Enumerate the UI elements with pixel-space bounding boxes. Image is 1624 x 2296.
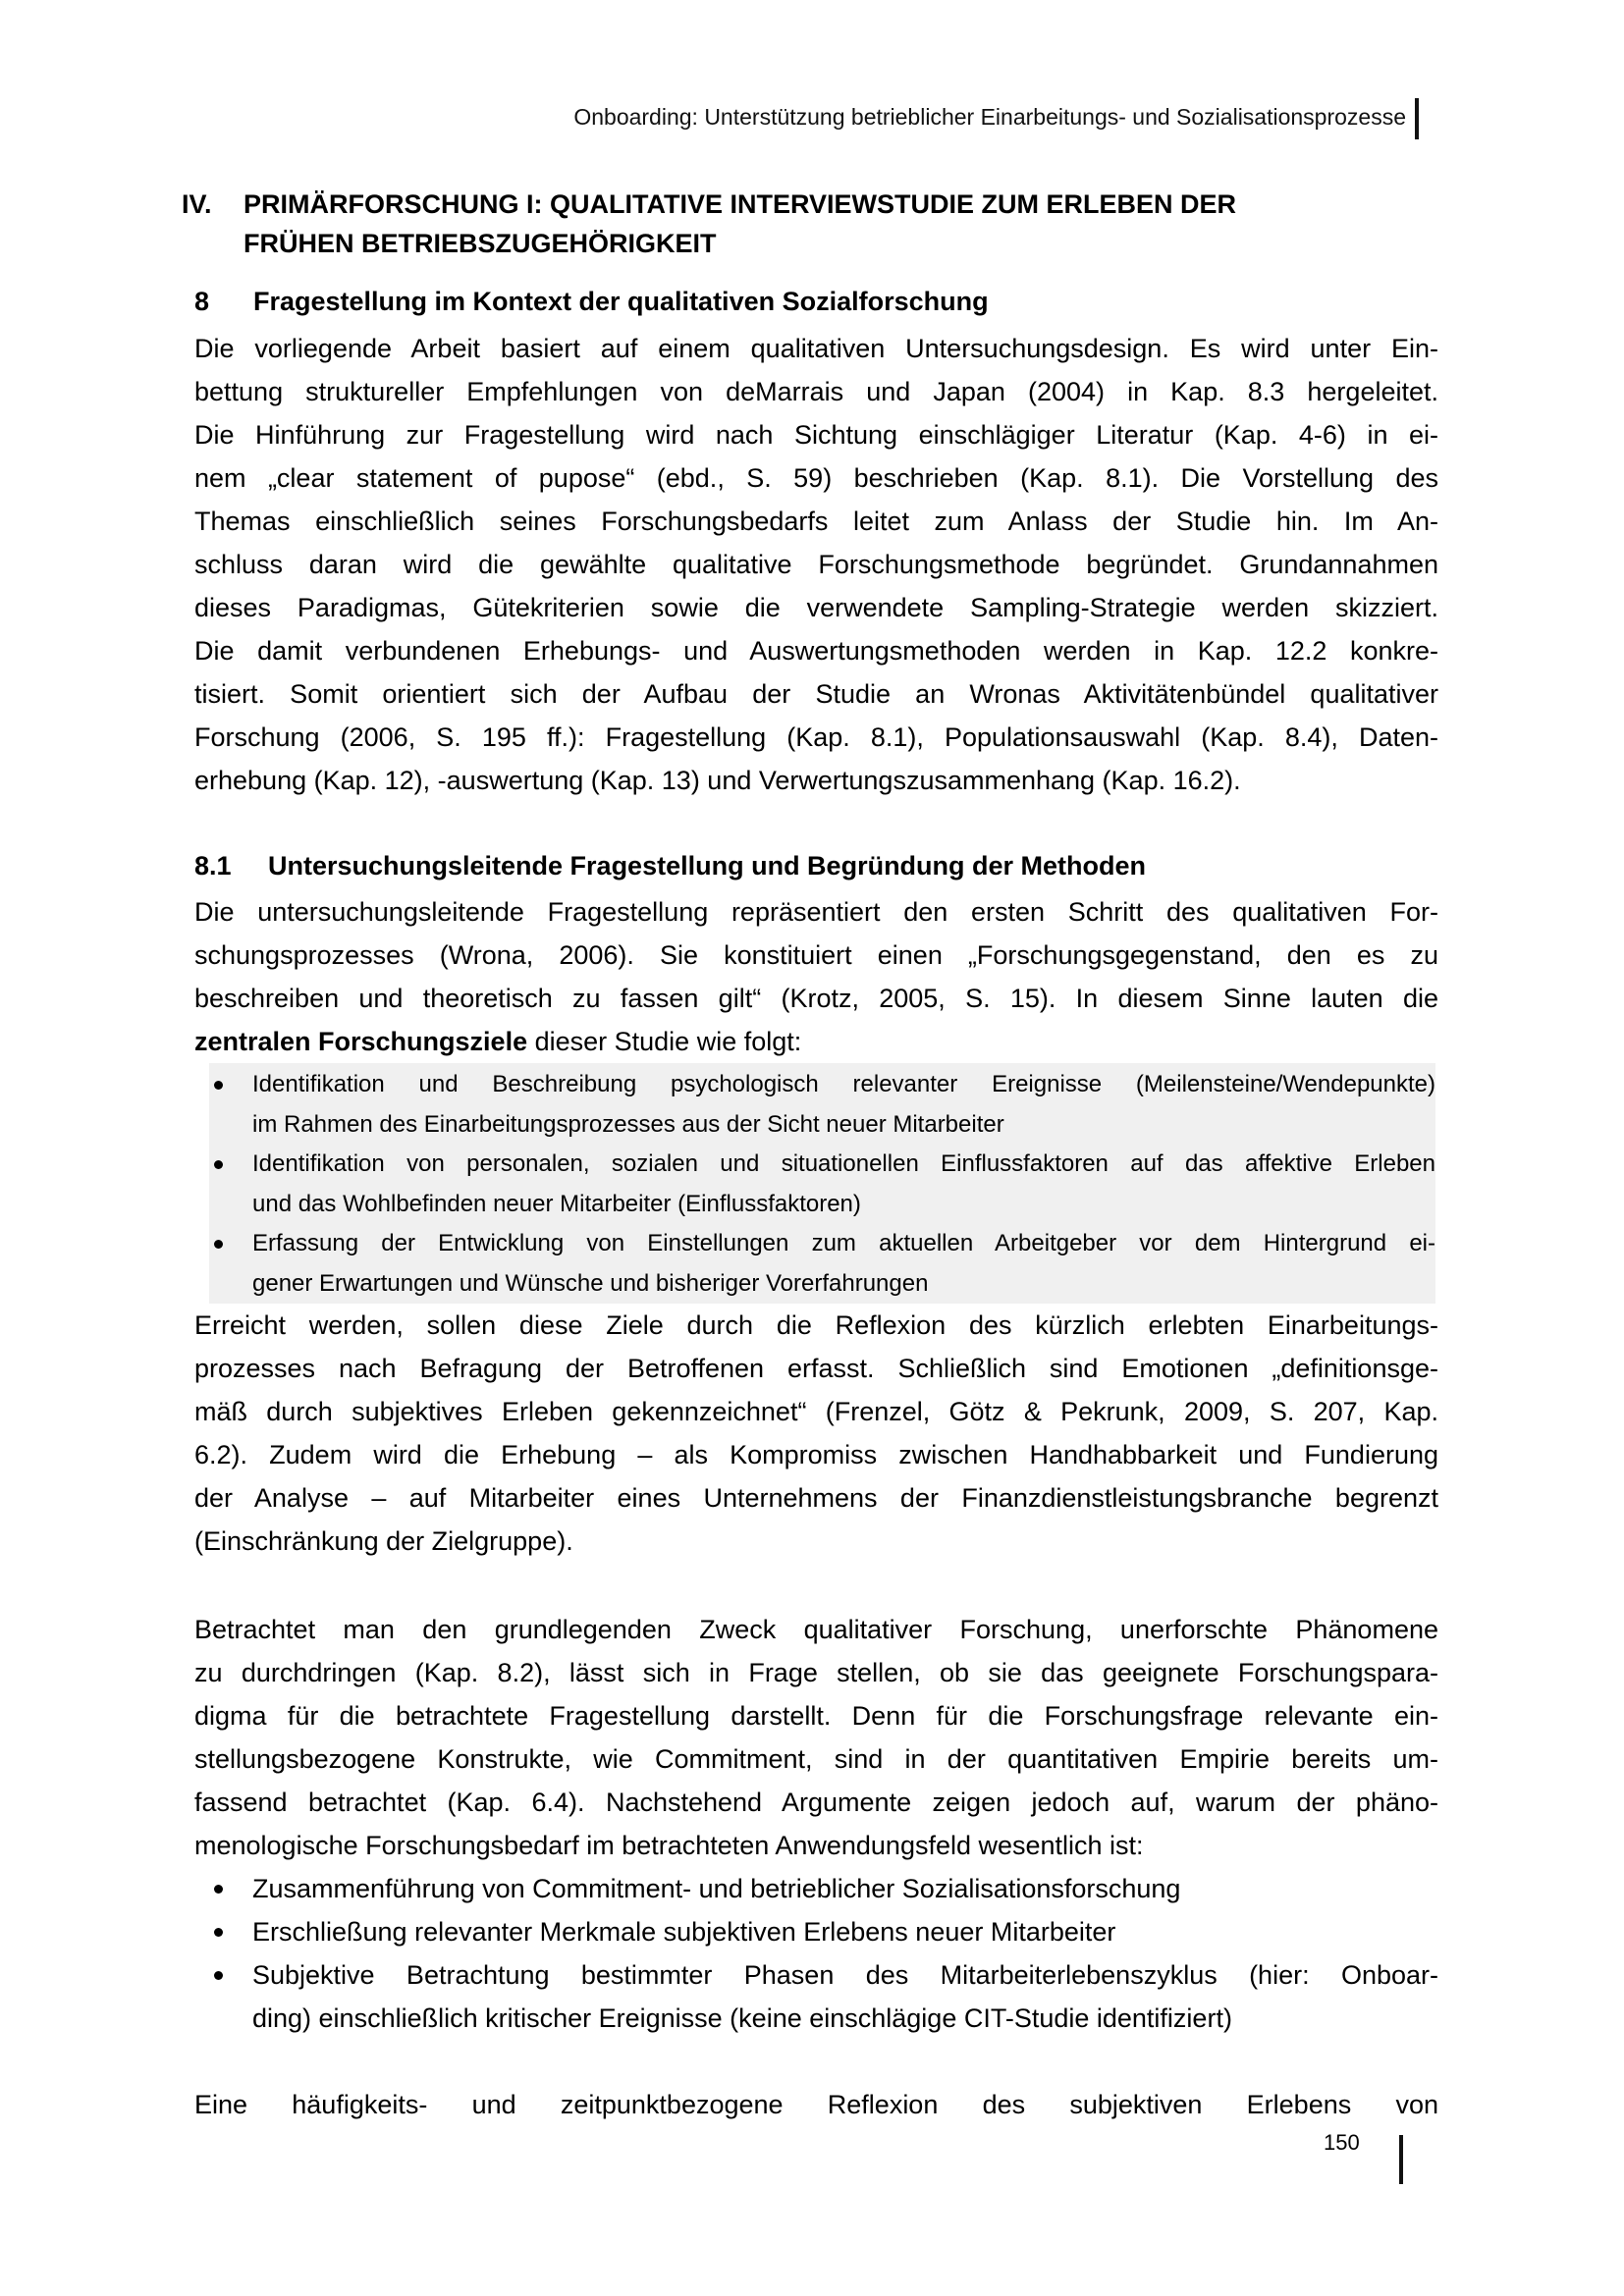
bullet-icon [214, 1971, 223, 1980]
text-line: Eine häufigkeits- und zeitpunktbezogene Reflexion des subjektiven Erlebens von [194, 2090, 1438, 2119]
text-line: zu durchdringen (Kap. 8.2), lässt sich in Frage stellen, ob sie das geeignete Forschungspara- [194, 1658, 1438, 1687]
text-fragment: dieser Studie wie folgt: [527, 1027, 802, 1056]
text-line: bettung struktureller Empfehlungen von deMarrais und Japan (2004) in Kap. 8.3 hergeleitet. [194, 377, 1438, 406]
part-number: IV. [182, 189, 212, 219]
text-line [194, 1024, 1438, 1059]
text-line: Erreicht werden, sollen diese Ziele durch die Reflexion des kürzlich erlebten Einarbeitungs- [194, 1310, 1438, 1340]
page-number: 150 [1324, 2130, 1360, 2155]
text-line: Betrachtet man den grundlegenden Zweck qualitativer Forschung, unerforschte Phänomene [194, 1615, 1438, 1644]
goal-item-line: und das Wohlbefinden neuer Mitarbeiter (Einflussfaktoren) [252, 1191, 861, 1217]
goal-item-line: Erfassung der Entwicklung von Einstellungen zum aktuellen Arbeitgeber vor dem Hintergrund ei- [252, 1230, 1435, 1256]
text-line: Forschung (2006, S. 195 ff.): Fragestellung (Kap. 8.1), Populationsauswahl (Kap. 8.4), Daten- [194, 722, 1438, 752]
text-line: Die untersuchungsleitende Fragestellung repräsentiert den ersten Schritt des qualitativen For- [194, 897, 1438, 927]
text-line: (Einschränkung der Zielgruppe). [194, 1526, 573, 1556]
goal-item-line: Identifikation von personalen, sozialen und situationellen Einflussfaktoren auf das affektive Erleben [252, 1150, 1435, 1177]
text-line: schluss daran wird die gewählte qualitative Forschungsmethode begründet. Grundannahmen [194, 550, 1438, 579]
text-line: beschreiben und theoretisch zu fassen gilt“ (Krotz, 2005, S. 15). In diesem Sinne lauten die [194, 984, 1438, 1013]
text-line: schungsprozesses (Wrona, 2006). Sie konstituiert einen „Forschungsgegenstand, den es zu [194, 940, 1438, 970]
text-line: erhebung (Kap. 12), -auswertung (Kap. 13) und Verwertungszusammenhang (Kap. 16.2). [194, 766, 1241, 795]
goal-item-line: Identifikation und Beschreibung psychologisch relevanter Ereignisse (Meilensteine/Wendepunkte) [252, 1071, 1435, 1097]
text-line: digma für die betrachtete Fragestellung darstellt. Denn für die Forschungsfrage relevante ein- [194, 1701, 1438, 1731]
text-line: der Analyse – auf Mitarbeiter eines Unternehmens der Finanzdienstleistungsbranche begrenzt [194, 1483, 1438, 1513]
footer-rule [1399, 2135, 1403, 2184]
section-number: 8 [194, 287, 210, 316]
argument-item-line: Zusammenführung von Commitment- und betrieblicher Sozialisationsforschung [252, 1874, 1181, 1903]
text-line: menologische Forschungsbedarf im betrachteten Anwendungsfeld wesentlich ist: [194, 1831, 1144, 1860]
argument-item-line: Erschließung relevanter Merkmale subjektiven Erlebens neuer Mitarbeiter [252, 1917, 1116, 1947]
bullet-icon [214, 1928, 223, 1937]
text-line: stellungsbezogene Konstrukte, wie Commitment, sind in der quantitativen Empirie bereits um- [194, 1744, 1438, 1774]
section-title: Fragestellung im Kontext der qualitativen Sozialforschung [253, 287, 989, 316]
bullet-icon [214, 1081, 223, 1090]
text-line: 6.2). Zudem wird die Erhebung – als Kompromiss zwischen Handhabbarkeit und Fundierung [194, 1440, 1438, 1469]
text-line: Die vorliegende Arbeit basiert auf einem qualitativen Untersuchungsdesign. Es wird unter Ein- [194, 334, 1438, 363]
text-line: fassend betrachtet (Kap. 6.4). Nachstehend Argumente zeigen jedoch auf, warum der phäno- [194, 1788, 1438, 1817]
part-title-line-1: PRIMÄRFORSCHUNG I: QUALITATIVE INTERVIEWSTUDIE ZUM ERLEBEN DER [244, 189, 1237, 219]
section-heading-8 [194, 287, 989, 317]
header-rule [1415, 98, 1419, 139]
bullet-icon [214, 1885, 223, 1894]
text-line: tisiert. Somit orientiert sich der Aufbau der Studie an Wronas Aktivitätenbündel qualitativer [194, 679, 1438, 709]
argument-item-line: ding) einschließlich kritischer Ereignisse (keine einschlägige CIT-Studie identifiziert) [252, 2003, 1232, 2033]
text-line: prozesses nach Befragung der Betroffenen erfasst. Schließlich sind Emotionen „definitionsge- [194, 1354, 1438, 1383]
bullet-icon [214, 1240, 223, 1249]
running-header: Onboarding: Unterstützung betrieblicher Einarbeitungs- und Sozialisationsprozesse [573, 104, 1406, 130]
text-line: nem „clear statement of pupose“ (ebd., S. 59) beschrieben (Kap. 8.1). Die Vorstellung des [194, 463, 1438, 493]
part-title-line-2: FRÜHEN BETRIEBSZUGEHÖRIGKEIT [244, 229, 717, 258]
text-line: dieses Paradigmas, Gütekriterien sowie die verwendete Sampling-Strategie werden skizziert. [194, 593, 1438, 622]
bullet-icon [214, 1160, 223, 1169]
text-line: Die Hinführung zur Fragestellung wird nach Sichtung einschlägiger Literatur (Kap. 4-6) in ei- [194, 420, 1438, 450]
goal-item-line: gener Erwartungen und Wünsche und bisheriger Vorerfahrungen [252, 1270, 929, 1297]
section-title: Untersuchungsleitende Fragestellung und Begründung der Methoden [268, 851, 1147, 881]
text-line: Die damit verbundenen Erhebungs- und Auswertungsmethoden werden in Kap. 12.2 konkre- [194, 636, 1438, 666]
emphasis-research-goals: zentralen Forschungsziele [194, 1027, 528, 1056]
argument-item-line: Subjektive Betrachtung bestimmter Phasen des Mitarbeiterlebenszyklus (hier: Onboar- [252, 1960, 1438, 1990]
section-number: 8.1 [194, 851, 232, 881]
goal-item-line: im Rahmen des Einarbeitungsprozesses aus der Sicht neuer Mitarbeiter [252, 1111, 1004, 1138]
text-line: mäß durch subjektives Erleben gekennzeichnet“ (Frenzel, Götz & Pekrunk, 2009, S. 207, Kap. [194, 1397, 1438, 1426]
section-heading-8-1 [194, 851, 1146, 881]
text-line: Themas einschließlich seines Forschungsbedarfs leitet zum Anlass der Studie hin. Im An- [194, 507, 1438, 536]
